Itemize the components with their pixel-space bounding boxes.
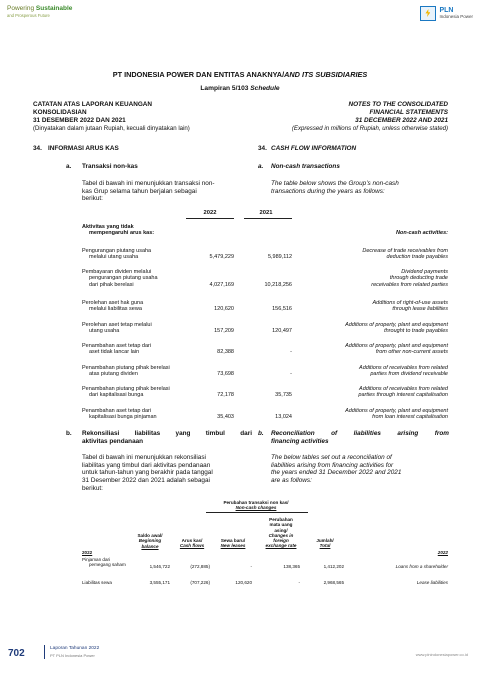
tagline-strong: Sustainable	[35, 5, 73, 12]
row-label-line: Additions of property, plant and equipment	[345, 343, 448, 349]
row-label-en: Lease liabilities	[416, 580, 448, 585]
sub-a-title-id: Transaksi non-kas	[82, 163, 138, 170]
header-line: mata uang	[269, 522, 293, 528]
row-label-line: atas piutang dividen	[89, 371, 138, 378]
title-left-l2: KONSOLIDASIAN	[33, 109, 87, 116]
col-header-saldo	[130, 533, 170, 549]
col-rule-2022	[186, 218, 234, 219]
row-label-en	[362, 248, 448, 261]
col-header-2022: 2022	[203, 210, 217, 216]
schedule-en: Schedule	[250, 85, 280, 92]
sub-a-para-id	[82, 180, 252, 203]
row-label-line: through lease liabilities	[392, 306, 448, 313]
row-label-line: Pembayaran dividen melalui	[82, 269, 152, 275]
row-label-line: Perolehan aset tetap melalui	[82, 322, 152, 328]
footer-company: PT PLN Indonesia Power	[50, 653, 95, 658]
cell-kurs: 138,365	[283, 564, 300, 569]
para-line: The table below shows the Group’s non-cash	[271, 180, 399, 187]
group-header-en: Non-cash changes	[235, 505, 277, 510]
para-line: The below tables set out a reconciliation of	[271, 454, 392, 461]
row-label-line: Pinjaman dari	[82, 557, 111, 562]
sub-a-para-en	[271, 180, 451, 195]
row-label-line: Additions of receivables from related	[359, 365, 448, 371]
para-line: are as follows:	[271, 477, 312, 485]
para-line: Tabel di bawah ini menunjukkan transaksi non-	[82, 180, 215, 187]
row-label-en	[372, 300, 448, 313]
company-name	[0, 70, 480, 79]
header-line: Changes in	[268, 532, 294, 538]
row-label-line: Decrease of trade receivables from	[362, 248, 448, 254]
sub-b-letter-left: b.	[66, 430, 72, 437]
header-line: Saldo awal/	[137, 533, 163, 538]
table-row	[82, 248, 151, 261]
para-line: Tabel di bawah ini menunjukkan rekonsiliasi	[82, 454, 206, 461]
value-2021: -	[290, 371, 292, 377]
col-rule-2021	[244, 218, 292, 219]
col-header-kurs	[256, 517, 306, 549]
table-row	[82, 365, 170, 378]
row-label-line: utang usaha	[89, 328, 120, 335]
para-line: the years ended 31 December 2022 and 2021	[271, 469, 402, 477]
footer-report-title: Laporan Tahunan 2022	[50, 646, 100, 651]
row-label-line: melalui liabilitas sewa	[89, 306, 142, 313]
table-row	[82, 343, 151, 356]
value-2022: 5,479,229	[209, 254, 234, 260]
para-line: berikut:	[82, 195, 103, 203]
cell-kurs: -	[298, 580, 300, 585]
row-label-en	[371, 269, 448, 288]
tagline-sub: and Prosperous Future	[7, 13, 50, 18]
row-label-en: Loans from a shareholder	[395, 564, 448, 569]
cell-sewa: 120,620	[235, 580, 252, 585]
cell-total: 2,968,565	[323, 580, 344, 585]
value-2022: 4,027,169	[209, 282, 234, 288]
pln-logo-sub: Indonesia Power	[439, 14, 473, 19]
sub-b-title-en	[271, 430, 449, 445]
group-header-id: Perubahan transaksi non kas/	[223, 500, 289, 505]
sub-a-title-en: Non-cash transactions	[271, 163, 340, 170]
row-label-line: parties from dividend receivable	[370, 371, 448, 378]
title-right-l2: FINANCIAL STATEMENTS	[369, 109, 448, 116]
para-line: kas Grup selama tahun berjalan sebagai	[82, 187, 197, 195]
row-label-line: from other non-current assets	[375, 349, 448, 356]
value-2021: 13,024	[275, 414, 292, 420]
row-label-line: melalui utang usaha	[89, 254, 139, 261]
non-cash-heading-en: Non-cash activities:	[396, 230, 448, 236]
title-left-l4: (Dinyatakan dalam jutaan Rupiah, kecuali dinyatakan lain)	[33, 125, 190, 132]
value-2021: 35,735	[275, 392, 292, 398]
section-number-left: 34.	[33, 145, 42, 152]
footer-url: www.plnindonesiapower.co.id	[415, 652, 468, 657]
value-2021: 120,497	[272, 328, 292, 334]
header-line: exchange rate	[265, 543, 297, 549]
row-label-line: Dividend payments	[401, 269, 448, 275]
sub-a-letter-right: a.	[258, 163, 264, 170]
header-line: asing/	[274, 527, 288, 533]
row-label-line: Penambahan aset tetap dari	[82, 408, 152, 414]
section-number-right: 34.	[258, 145, 267, 152]
heading-line: Aktivitas yang tidak	[82, 224, 134, 230]
row-label-line: pemegang saham	[89, 562, 126, 568]
table-row	[82, 269, 158, 288]
header-line: Perubahan	[269, 517, 293, 522]
group-header-rule	[206, 512, 308, 513]
heading-line: mempengaruhi arus kas:	[89, 230, 155, 237]
value-2022: 82,388	[217, 349, 234, 355]
row-label-line: deduction trade payables	[386, 254, 448, 261]
year-label-right: 2022	[437, 550, 448, 555]
value-2021: -	[290, 349, 292, 355]
table-row	[82, 408, 157, 421]
table-row	[82, 322, 152, 335]
title-right-l4: (Expressed in millions of Rupiah, unless otherwise stated)	[291, 125, 448, 132]
row-label-en	[358, 386, 448, 399]
schedule-id: Lampiran 5/103	[200, 85, 249, 92]
header-line: Cash flows	[179, 543, 205, 549]
para-line: liabilitas yang timbul dari aktivitas pendanaan	[82, 461, 211, 469]
para-line: transactions during the years as follows:	[271, 187, 385, 195]
pln-lightning-icon	[420, 6, 436, 21]
table-row	[82, 300, 143, 313]
row-label-line: from loan interest capitalisation	[372, 414, 448, 421]
title-left-l3: 31 DESEMBER 2022 DAN 2021	[33, 117, 126, 124]
para-line: 31 Desember 2022 dan 2021 adalah sebagai	[82, 477, 210, 485]
row-label-line: Additions of property, plant and equipment	[345, 408, 448, 414]
value-2021: 156,516	[272, 306, 292, 312]
sub-b-letter-right: b.	[258, 430, 264, 437]
cell-saldo: 3,555,171	[149, 580, 170, 585]
col-header-2021: 2021	[259, 210, 273, 216]
row-label-en	[345, 322, 448, 335]
col-header-sewa	[212, 538, 254, 549]
title-left-l1: CATATAN ATAS LAPORAN KEUANGAN	[33, 101, 153, 108]
title-line: financing activities	[271, 437, 329, 445]
table-row	[82, 557, 126, 568]
row-label-line: receivables from related parties	[371, 281, 448, 288]
table-row	[82, 386, 170, 399]
para-line: untuk tahun-tahun yang berakhir pada tanggal	[82, 469, 213, 477]
para-line: berikut:	[82, 484, 103, 492]
year-label-left: 2022	[82, 550, 93, 555]
value-2022: 72,178	[217, 392, 234, 398]
header-line: Jumlah/	[316, 538, 334, 543]
pln-logo-title: PLN	[439, 7, 454, 14]
row-label-line: pengurangan piutang usaha	[89, 275, 158, 282]
row-label-line: Penambahan piutang pihak berelasi	[82, 386, 170, 392]
header-line: New leases	[220, 543, 246, 549]
title-right-l3: 31 DECEMBER 2022 AND 2021	[355, 117, 448, 124]
para-line: liabilities arising from financing activities for	[271, 461, 394, 469]
header-line: Arus kas/	[181, 538, 203, 543]
cell-sewa: -	[250, 564, 252, 569]
sub-b-para-en	[271, 454, 451, 485]
company-name-id: PT INDONESIA POWER DAN ENTITAS ANAKNYA/	[112, 70, 285, 79]
row-label-line: aset tidak lancar lain	[89, 349, 140, 356]
value-2022: 35,403	[217, 414, 234, 420]
title-line: Rekonsiliasi liabilitas yang timbul dari	[82, 430, 252, 437]
company-name-en: AND ITS SUBSIDIARIES	[284, 70, 368, 79]
title-line: Reconciliation of liabilities arising from	[271, 430, 449, 437]
row-label-line: Additions of receivables from related	[359, 386, 448, 392]
row-label-line: Additions of right-of-use assets	[372, 300, 448, 306]
footer-divider	[44, 645, 45, 659]
title-line: aktivitas pendanaan	[82, 437, 144, 445]
header-line: balance	[141, 543, 159, 549]
value-2021: 5,989,112	[267, 254, 292, 260]
header-line: foreign	[273, 538, 289, 544]
value-2022: 73,698	[217, 371, 234, 377]
row-label-line: Perolehan aset hak guna	[82, 300, 144, 306]
value-2022: 120,620	[214, 306, 234, 312]
row-label-line: kapitalisasi bunga pinjaman	[89, 414, 157, 421]
row-label-line: Pengurangan piutang usaha	[82, 248, 152, 254]
value-2021: 10,218,256	[264, 282, 292, 288]
row-label-en	[359, 365, 448, 378]
section-title-en: CASH FLOW INFORMATION	[271, 145, 357, 152]
value-2022: 157,209	[214, 328, 234, 334]
col-header-arus	[172, 538, 212, 549]
table-row	[82, 580, 112, 585]
sub-b-title-id	[82, 430, 252, 445]
row-label-line: Penambahan piutang pihak berelasi	[82, 365, 170, 371]
row-label-line: dari pihak berelasi	[89, 281, 134, 288]
section-title-id: INFORMASI ARUS KAS	[48, 145, 119, 152]
cell-total: 1,412,202	[323, 564, 344, 569]
row-label-en	[345, 343, 448, 356]
row-label-line: Penambahan aset tetap dari	[82, 343, 152, 349]
header-line: Total	[319, 543, 331, 549]
title-right-l1: NOTES TO THE CONSOLIDATED	[348, 101, 448, 108]
cell-arus: (272,885)	[190, 564, 210, 569]
cell-saldo: 1,546,722	[149, 564, 170, 569]
sub-a-letter-left: a.	[66, 163, 72, 170]
cell-arus: (707,226)	[190, 580, 210, 585]
schedule-label	[0, 85, 480, 92]
brand-tagline	[7, 5, 72, 18]
tagline-prefix: Powering	[7, 5, 35, 12]
row-label-line: Additions of property, plant and equipment	[345, 322, 448, 328]
row-label-line: Liabilitas sewa	[82, 580, 112, 585]
row-label-line: throught to trade payables	[384, 328, 448, 335]
col-header-jumlah	[306, 538, 344, 549]
non-cash-heading-id	[82, 224, 154, 237]
header-line: Sewa baru/	[220, 538, 246, 543]
row-label-line: parties through interest capitalisation	[358, 392, 448, 399]
row-label-line: dari kapitalisasi bunga	[89, 392, 144, 399]
page-number: 702	[8, 648, 25, 659]
sub-b-para-id	[82, 454, 252, 493]
pln-logo	[420, 6, 473, 21]
header-line: Beginning	[138, 538, 162, 544]
row-label-en	[345, 408, 448, 421]
row-label-line: through deducting trade	[389, 275, 448, 282]
